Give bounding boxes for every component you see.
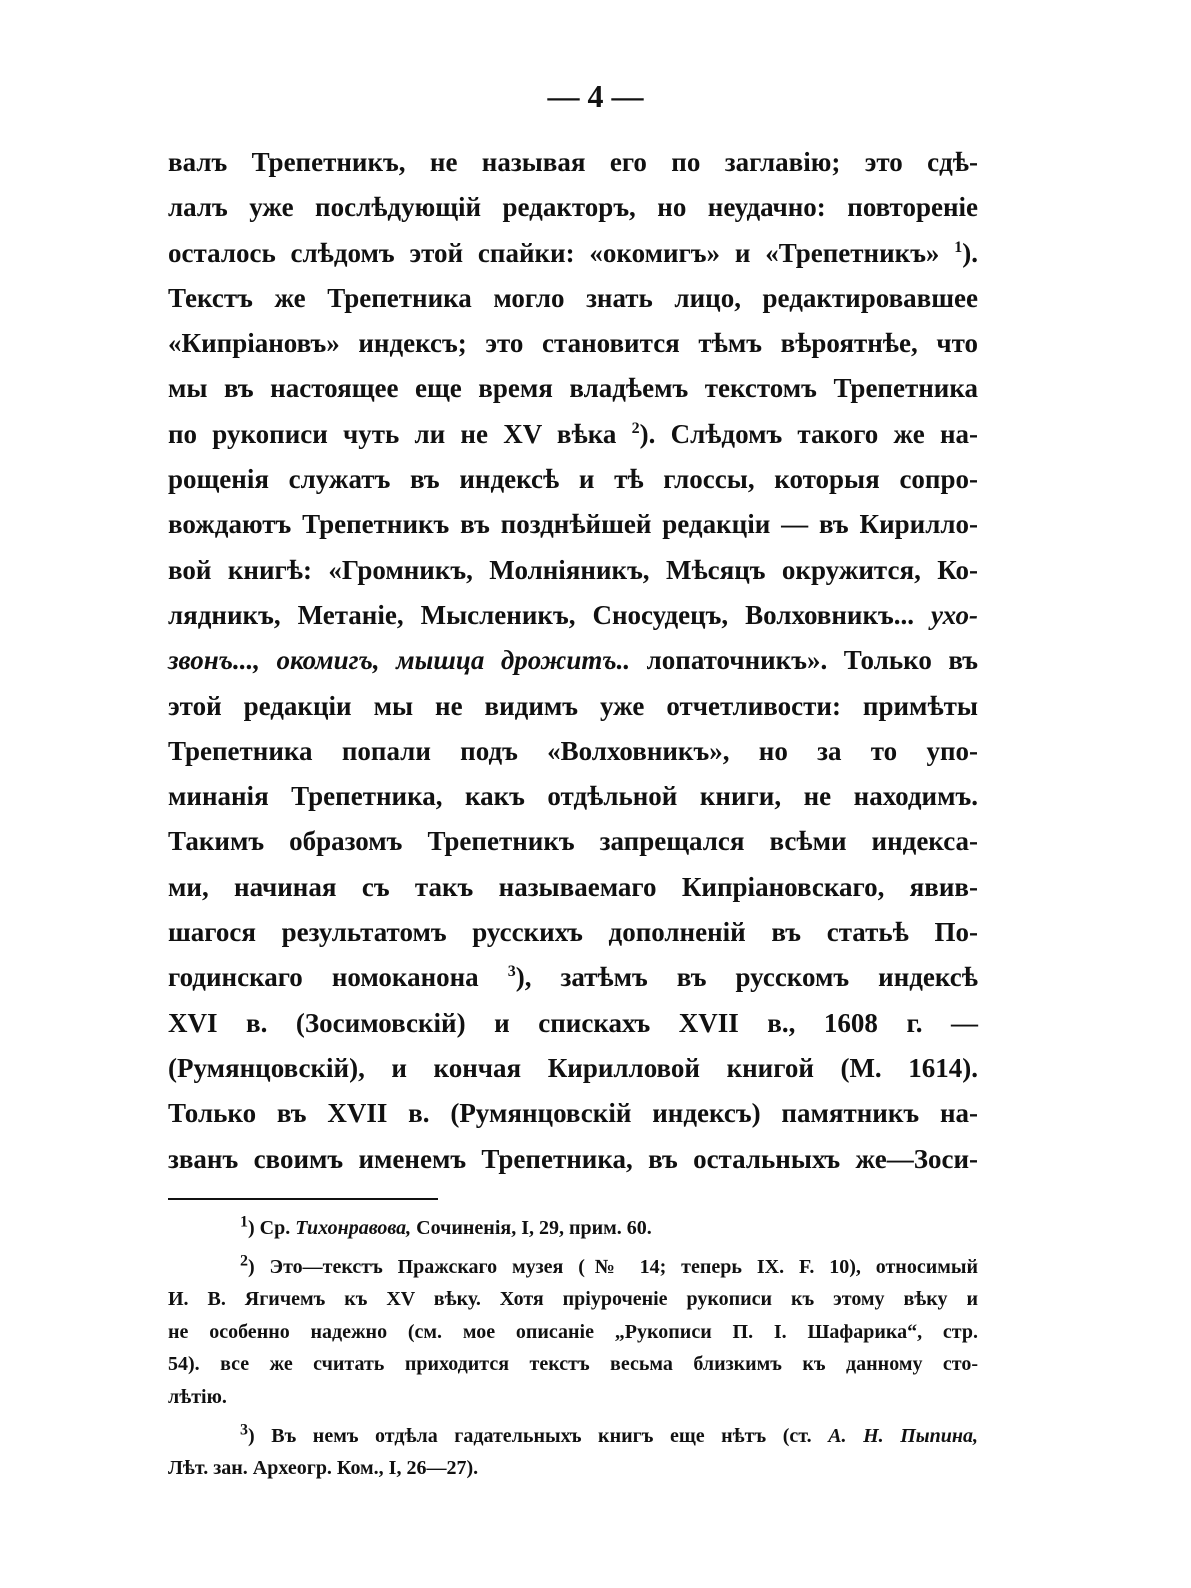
- text-line: Трепетника попали подъ «Волховникъ», но за то упо-: [168, 735, 978, 766]
- footnote-3: [168, 1420, 978, 1453]
- text-line: (Румянцовскій), и кончая Кирилловой книгой (М. 1614).: [168, 1052, 978, 1083]
- text-line: XVI в. (Зосимовскій) и спискахъ XVII в., 1608 г. —: [168, 1007, 978, 1038]
- page-number: — 4 —: [547, 78, 644, 114]
- footnote-author: Тихонравова,: [295, 1217, 412, 1239]
- footnote-ref-1: 1: [954, 238, 963, 256]
- footnote-line: 54). все же считать приходится текстъ весьма близкимъ къ данному сто-: [168, 1353, 978, 1376]
- footnote-author: А. Н. Пыпина,: [828, 1424, 979, 1447]
- text-line-content: годинскаго номоканона: [168, 962, 479, 993]
- text-line-tail: лопаточникъ». Только въ: [646, 645, 979, 676]
- text-line: Только въ XVII в. (Румянцовскій индексъ) памятникъ на-: [168, 1098, 978, 1129]
- text-line: [168, 593, 978, 638]
- footnotes: [168, 1212, 978, 1485]
- footnote-line: И. В. Ягичемъ къ XV вѣку. Хотя пріуроченіе рукописи къ этому вѣку и: [168, 1288, 978, 1311]
- text-line: Такимъ образомъ Трепетникъ запрещался всѣми индекса-: [168, 826, 978, 857]
- text-line: валъ Трепетникъ, не называя его по заглавію; это сдѣ-: [168, 147, 978, 177]
- footnote-mark: 2: [240, 1251, 248, 1269]
- text-line: ми, начиная съ такъ называемаго Кипріановскаго, явив-: [168, 871, 978, 902]
- text-line: [168, 955, 978, 1000]
- text-line: вой книгѣ: «Громникъ, Молніяникъ, Мѣсяцъ окружится, Ко-: [168, 554, 978, 585]
- footnote-ref-3: 3: [507, 963, 516, 981]
- footnote-divider: [168, 1198, 438, 1200]
- text-line-content: лядникъ, Метаніе, Мысленикъ, Сносудецъ, Волховникъ...: [168, 599, 915, 630]
- text-line-content: по рукописи чуть ли не XV вѣка: [168, 418, 617, 449]
- text-line: шагося результатомъ русскихъ дополненій въ статьѣ По-: [168, 917, 978, 948]
- text-line: рощенія служатъ въ индексѣ и тѣ глоссы, которыя сопро-: [168, 464, 978, 495]
- footnote-text: ) Въ немъ отдѣла гадательныхъ книгъ еще нѣтъ (ст.: [248, 1424, 812, 1447]
- text-line: [168, 412, 978, 457]
- footnote-mark: 1: [240, 1213, 248, 1231]
- footnote-line: Лѣт. зан. Археогр. Ком., I, 26—27).: [168, 1457, 479, 1480]
- main-text: [168, 140, 978, 1182]
- text-line: [168, 638, 978, 683]
- italic-text: звонъ..., окомигъ,: [168, 645, 380, 676]
- text-line: лалъ уже послѣдующій редакторъ, но неудачно: повтореніе: [168, 192, 978, 223]
- footnote-1: [168, 1212, 978, 1245]
- footnote-line: лѣтію.: [168, 1385, 227, 1408]
- footnote-text: ) Это—текстъ Пражскаго музея (№ 14; теперь IX. F. 10), относимый: [248, 1255, 978, 1278]
- text-line: минанія Трепетника, какъ отдѣльной книги, не находимъ.: [168, 781, 978, 812]
- italic-text: ухо-: [931, 599, 978, 630]
- text-line-tail: ).: [962, 237, 978, 268]
- text-line: вождаютъ Трепетникъ въ позднѣйшей редакціи — въ Кирилло-: [168, 509, 978, 540]
- text-line-tail: ). Слѣдомъ такого же на-: [639, 418, 979, 449]
- text-line: [168, 231, 978, 276]
- text-line: «Кипріановъ» индексъ; это становится тѣмъ вѣроятнѣе, что: [168, 328, 978, 359]
- footnote-mark: 3: [240, 1420, 248, 1438]
- footnote-line: не особенно надежно (см. мое описаніе „Рукописи П. I. Шафарика“, стр.: [168, 1320, 978, 1343]
- italic-text: мышца дрожитъ..: [396, 645, 631, 676]
- text-line: мы въ настоящее еще время владѣемъ текстомъ Трепетника: [168, 373, 978, 404]
- text-line: званъ своимъ именемъ Трепетника, въ остальныхъ же—Зоси-: [168, 1143, 978, 1174]
- text-line-content: осталось слѣдомъ этой спайки: «окомигъ» и «Трепетникъ»: [168, 237, 940, 268]
- footnote-2: [168, 1251, 978, 1284]
- text-line: этой редакціи мы не видимъ уже отчетливости: примѣты: [168, 690, 978, 721]
- footnote-text: ) Ср.: [248, 1217, 291, 1239]
- text-line: Текстъ же Трепетника могло знать лицо, редактировавшее: [168, 282, 978, 313]
- footnote-text: Сочиненія, I, 29, прим. 60.: [416, 1217, 652, 1239]
- text-line-tail: ), затѣмъ въ русскомъ индексѣ: [515, 962, 978, 993]
- footnote-ref-2: 2: [631, 419, 640, 437]
